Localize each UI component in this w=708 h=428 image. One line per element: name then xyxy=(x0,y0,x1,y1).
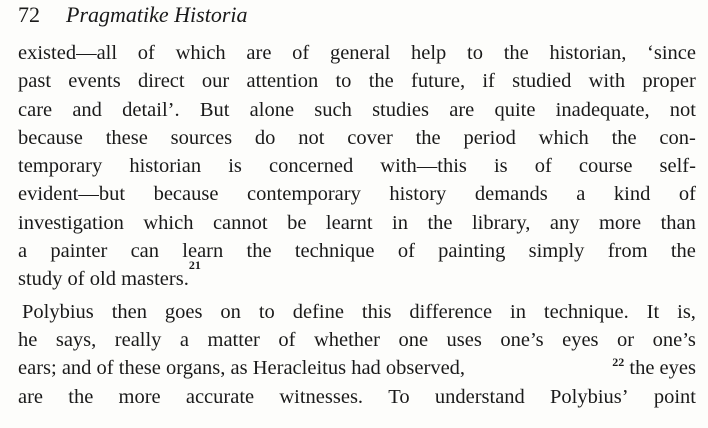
word: on xyxy=(220,300,241,323)
word: matter xyxy=(207,328,260,351)
word: are xyxy=(246,42,272,64)
word: temporary xyxy=(18,155,103,178)
word: learnt xyxy=(325,211,373,234)
word: investigation xyxy=(18,211,124,234)
word: sources xyxy=(170,126,233,149)
line-tail-text: the eyes xyxy=(629,357,696,380)
word: But xyxy=(199,98,230,121)
word: can xyxy=(130,240,160,263)
word: a xyxy=(179,328,190,351)
word: uses xyxy=(446,328,482,351)
word: do xyxy=(254,126,276,149)
word: understand xyxy=(434,385,525,408)
word: simply xyxy=(528,240,585,263)
word: which xyxy=(538,126,589,149)
page-number: 72 xyxy=(18,2,40,27)
word: Polybius’ xyxy=(550,385,629,408)
running-head xyxy=(18,0,248,30)
word: point xyxy=(653,385,696,408)
footnote-ref-22[interactable]: 22 xyxy=(612,355,625,370)
word: historian xyxy=(129,155,202,178)
word: are xyxy=(449,98,475,121)
word: our xyxy=(201,70,230,93)
text-line xyxy=(18,258,696,293)
word: course xyxy=(578,155,633,178)
word: painting xyxy=(438,240,506,263)
word: if xyxy=(482,70,495,93)
footnote-ref-21[interactable]: 21 xyxy=(188,258,201,273)
word: accurate xyxy=(185,385,255,408)
word: define xyxy=(292,300,344,323)
word: is xyxy=(228,155,242,178)
word: of xyxy=(534,155,552,178)
text-line xyxy=(18,209,696,237)
word: which xyxy=(143,211,194,234)
word: whether xyxy=(313,328,380,351)
text-line xyxy=(18,39,696,67)
word: or xyxy=(617,328,635,351)
word: than xyxy=(660,211,696,234)
word: to xyxy=(467,42,483,64)
word: of xyxy=(137,42,155,64)
word: from xyxy=(607,240,648,263)
word: the xyxy=(611,126,637,149)
word: Polybius xyxy=(22,300,94,323)
text-line-with-footnote xyxy=(18,354,696,382)
word: a xyxy=(576,183,586,206)
running-title: Pragmatike Historia xyxy=(66,2,248,27)
word: the xyxy=(670,240,696,263)
word: alone xyxy=(249,98,295,121)
word: be xyxy=(287,211,307,234)
word: this xyxy=(361,300,392,323)
word: the xyxy=(503,42,529,64)
word: help xyxy=(411,42,447,64)
word: with xyxy=(588,70,626,93)
word: period xyxy=(463,126,516,149)
word: one’s xyxy=(500,328,544,351)
word: of xyxy=(278,328,296,351)
word: more xyxy=(118,385,161,408)
word: quite xyxy=(494,98,536,121)
word: contemporary xyxy=(246,183,361,206)
word: technique. xyxy=(543,300,629,323)
word: demands xyxy=(474,183,548,206)
word: painter xyxy=(50,240,108,263)
word: any xyxy=(549,211,580,234)
word: to xyxy=(258,300,275,323)
word: witnesses. xyxy=(279,385,364,408)
word: con- xyxy=(659,126,696,149)
word: goes xyxy=(164,300,203,323)
word: detail’. xyxy=(122,98,180,121)
word: historian, xyxy=(549,42,627,64)
word: of xyxy=(678,183,696,206)
text-line xyxy=(18,152,696,180)
word: then xyxy=(111,300,147,323)
text-line xyxy=(18,67,696,95)
word: in xyxy=(392,211,408,234)
word: not xyxy=(298,126,325,149)
line-tail xyxy=(612,354,696,382)
word: one’s xyxy=(652,328,696,351)
word: past xyxy=(18,70,52,93)
word: the xyxy=(368,70,394,93)
word: general xyxy=(329,42,391,64)
word: existed—all xyxy=(18,42,118,64)
word: studied xyxy=(512,70,572,93)
word: cover xyxy=(347,126,393,149)
word: ‘since xyxy=(647,42,696,64)
text-line xyxy=(18,383,696,411)
word: because xyxy=(18,126,83,149)
word: he xyxy=(18,328,38,351)
word: library, xyxy=(471,211,531,234)
word: is xyxy=(493,155,508,178)
paragraph-1 xyxy=(18,39,696,294)
word: concerned xyxy=(268,155,354,178)
text-line xyxy=(18,326,696,354)
word: learn xyxy=(182,240,224,263)
word: the xyxy=(246,240,272,263)
word: in xyxy=(510,300,526,323)
word: one xyxy=(398,328,429,351)
word: It xyxy=(646,300,660,323)
word: really xyxy=(114,328,162,351)
word: technique xyxy=(294,240,375,263)
word: history xyxy=(389,183,447,206)
word: kind xyxy=(613,183,651,206)
word: events xyxy=(68,70,121,93)
word: attention xyxy=(246,70,319,93)
word: cannot xyxy=(212,211,268,234)
word: inadequate, xyxy=(555,98,650,121)
word: evident—but xyxy=(18,183,126,206)
word: eyes xyxy=(562,328,599,351)
word: says, xyxy=(55,328,97,351)
word: with—this xyxy=(380,155,467,178)
word: such xyxy=(314,98,352,121)
word: of xyxy=(292,42,310,64)
word: are xyxy=(18,385,44,408)
line-text: ears; and of these organs, as Heracleitus had observed, xyxy=(18,357,466,380)
word: the xyxy=(415,126,441,149)
word: because xyxy=(153,183,219,206)
word: these xyxy=(105,126,148,149)
word: future, xyxy=(411,70,466,93)
text-line xyxy=(18,124,696,152)
word: proper xyxy=(642,70,696,93)
word: and xyxy=(72,98,102,121)
text-line xyxy=(18,237,696,265)
word: studies xyxy=(372,98,430,121)
word: the xyxy=(427,211,453,234)
word: a xyxy=(18,240,28,263)
word: To xyxy=(388,385,410,408)
line-text: study of old masters. xyxy=(18,268,189,291)
word: direct xyxy=(137,70,185,93)
text-line xyxy=(18,180,696,208)
word: difference xyxy=(409,300,493,323)
word: self- xyxy=(659,155,696,178)
text-line xyxy=(18,298,696,326)
word: more xyxy=(598,211,642,234)
word: care xyxy=(18,98,53,121)
word: of xyxy=(397,240,415,263)
word: which xyxy=(175,42,226,64)
paragraph-2 xyxy=(18,298,696,411)
word: is, xyxy=(677,300,696,323)
word: the xyxy=(68,385,94,408)
word: to xyxy=(335,70,352,93)
text-line xyxy=(18,96,696,124)
word: not xyxy=(669,98,696,121)
body-text xyxy=(18,39,696,411)
